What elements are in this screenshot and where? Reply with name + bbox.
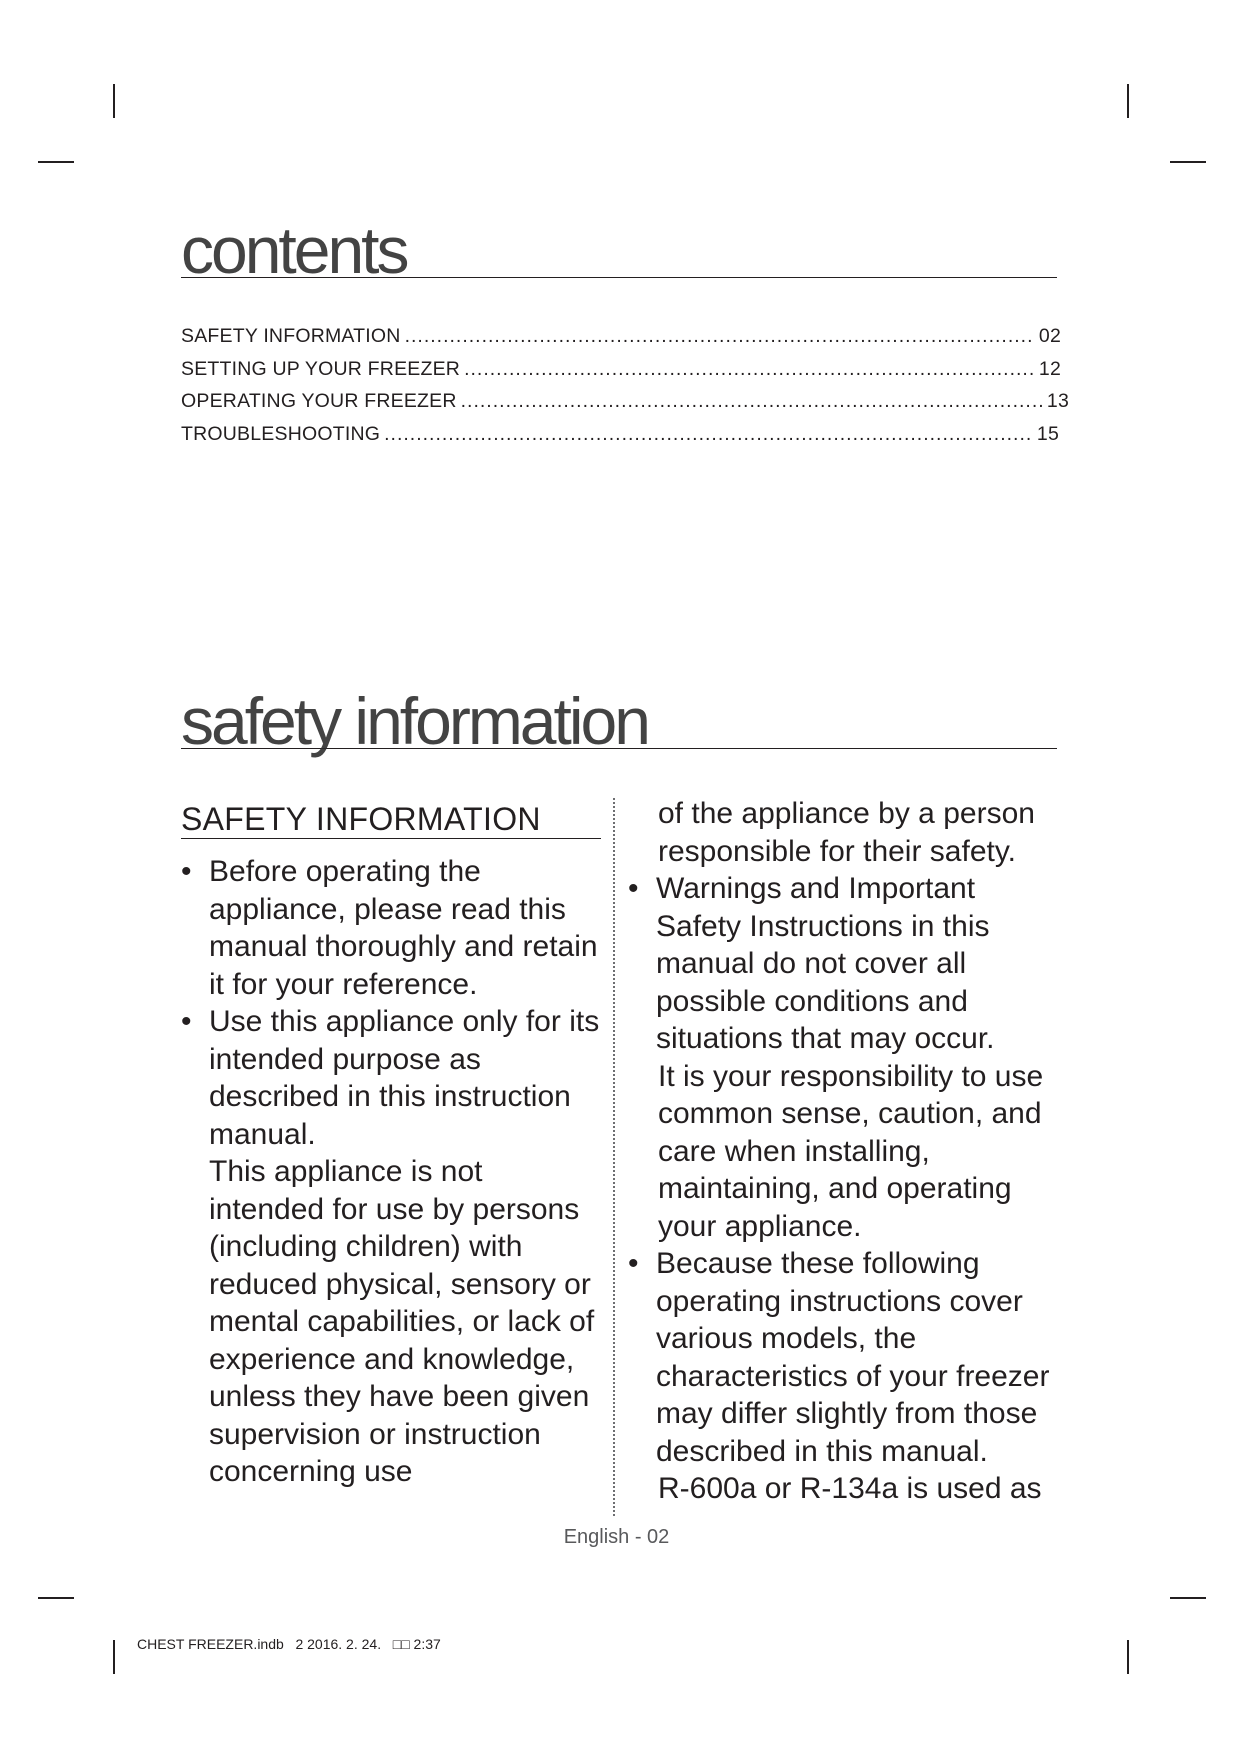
toc-leader-dots — [405, 325, 1035, 348]
bullet-warnings: • Warnings and Important Safety Instructions in this manual do not cover all possible conditions and situations that may occur. — [628, 870, 1068, 1058]
crop-mark-bottom-left — [113, 1640, 115, 1674]
toc-label: SETTING UP YOUR FREEZER — [181, 357, 461, 380]
page-number: English - 02 — [563, 1526, 670, 1548]
safety-heading — [181, 684, 1057, 758]
column-divider — [613, 798, 615, 1516]
toc-page: 13 — [1046, 390, 1069, 412]
paragraph-persons: This appliance is not intended for use by persons (including children) with reduced physical, sensory or mental capabilities, or lack of experience and knowledge, unless they have been given supervision or instruction concerning use — [209, 1155, 595, 1488]
bullet-read-manual: • Before operating the appliance, please read this manual thoroughly and retain it for your reference. — [181, 853, 601, 1003]
toc-leader-dots — [464, 358, 1035, 381]
right-column — [628, 795, 1068, 1508]
toc-leader-dots — [461, 390, 1043, 413]
safety-heading-text: safety information — [181, 684, 648, 758]
crop-mark-left-lower — [38, 1597, 74, 1599]
toc-label: SAFETY INFORMATION — [181, 325, 401, 347]
left-column — [181, 800, 601, 1491]
table-of-contents — [181, 325, 1069, 455]
toc-entry-safety[interactable] — [181, 325, 1061, 358]
contents-heading-text: contents — [181, 213, 407, 287]
bullet-intended-use: • Use this appliance only for its intended purpose as described in this instruction manual. — [181, 1003, 601, 1153]
toc-entry-setting-up[interactable] — [181, 358, 1061, 391]
toc-label: TROUBLESHOOTING — [181, 422, 381, 445]
print-slug: CHEST FREEZER.indb 2 2016. 2. 24. □□ 2:37 — [137, 1636, 441, 1652]
crop-mark-left-upper — [38, 161, 74, 163]
paragraph-refrigerant: R-600a or R-134a is used as — [658, 1472, 1042, 1505]
toc-page: 12 — [1038, 357, 1061, 380]
safety-subheading: SAFETY INFORMATION — [181, 800, 601, 839]
crop-mark-top-left — [113, 84, 115, 118]
paragraph-continued: of the appliance by a person responsible for their safety. — [658, 797, 1035, 868]
toc-page: 15 — [1036, 422, 1059, 445]
crop-mark-top-right — [1127, 84, 1129, 118]
bullet-models: • Because these following operating instructions cover various models, the characteristics of your freezer may differ slightly from those described in this manual. — [628, 1245, 1068, 1470]
crop-mark-right-upper — [1170, 161, 1206, 163]
toc-page: 02 — [1038, 325, 1061, 347]
toc-entry-troubleshooting[interactable] — [181, 423, 1059, 456]
contents-heading — [181, 213, 1057, 287]
toc-label: OPERATING YOUR FREEZER — [181, 390, 457, 412]
crop-mark-right-lower — [1170, 1597, 1206, 1599]
toc-entry-operating[interactable] — [181, 390, 1069, 423]
paragraph-responsibility: It is your responsibility to use common sense, caution, and care when installing, maintaining, and operating your appliance. — [658, 1059, 1044, 1243]
toc-leader-dots — [384, 423, 1033, 446]
crop-mark-bottom-right — [1127, 1640, 1129, 1674]
